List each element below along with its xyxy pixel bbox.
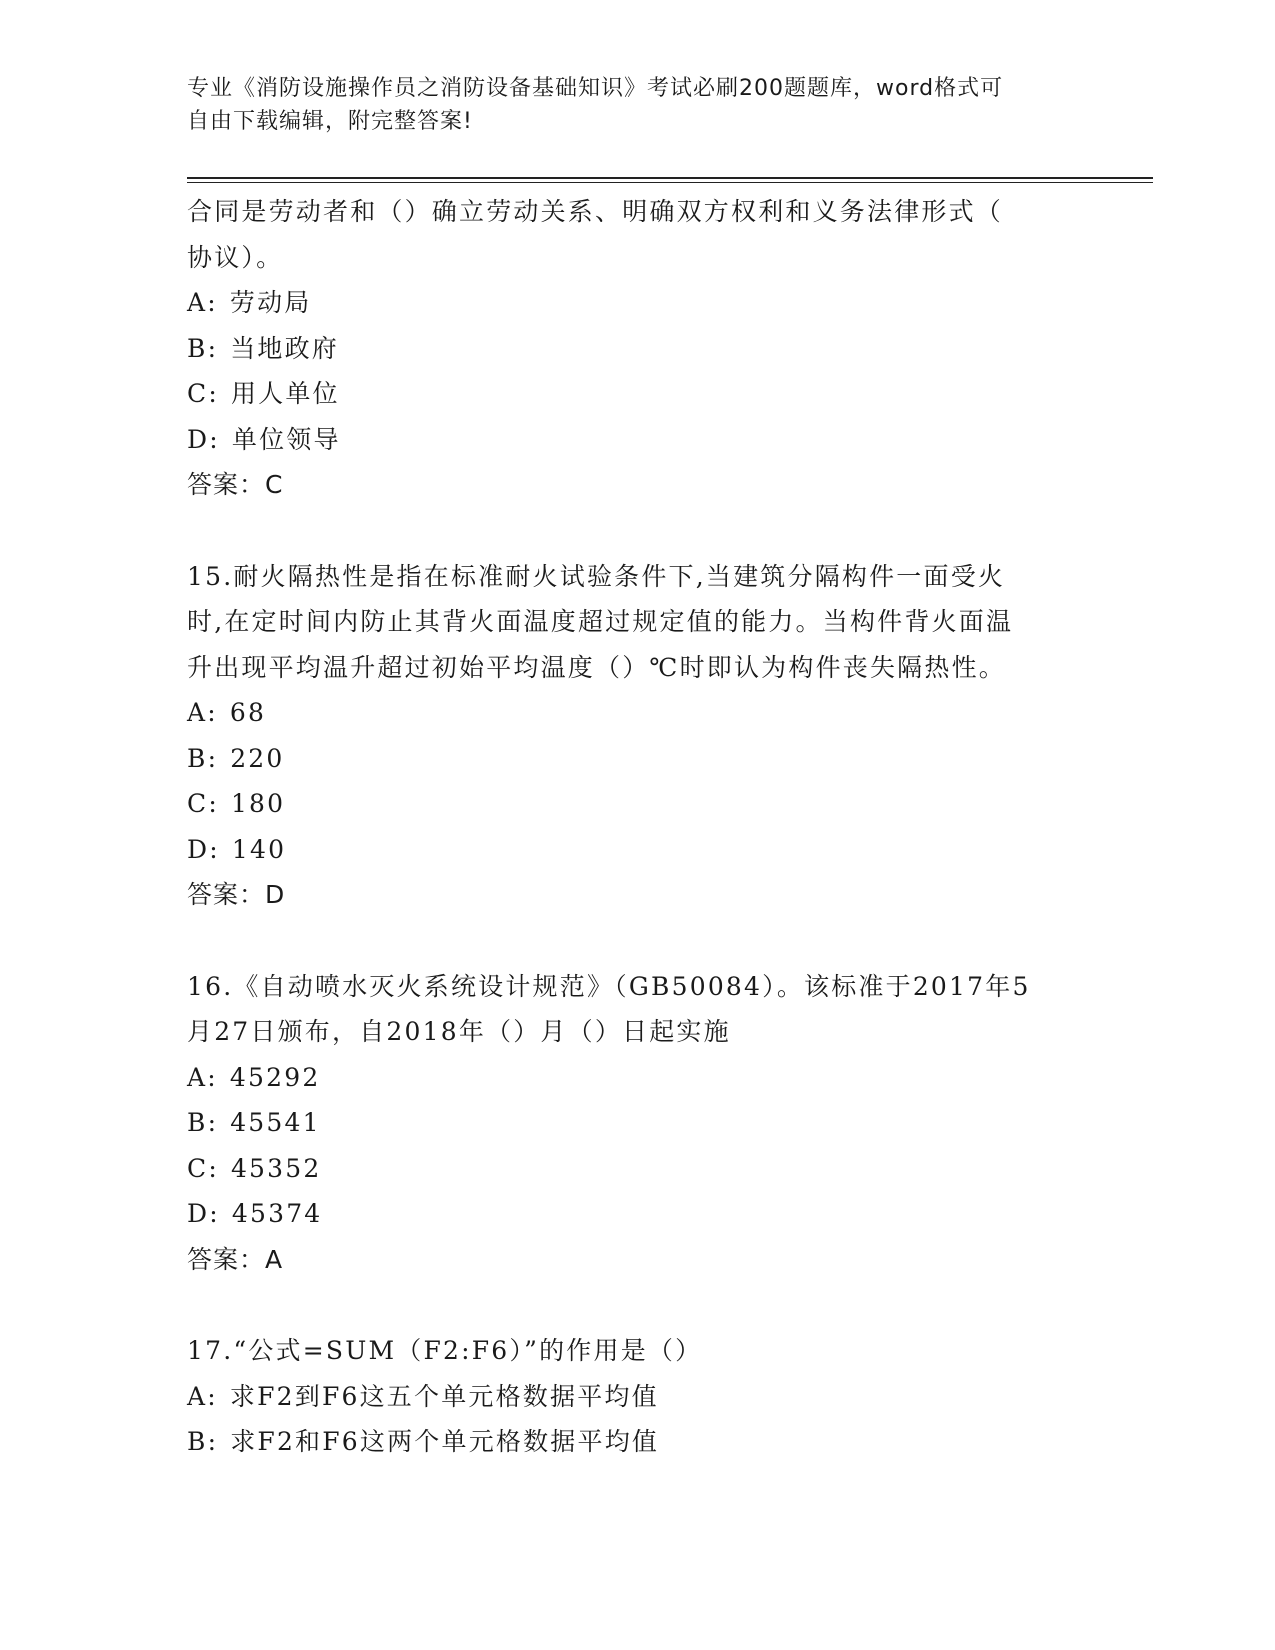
answer-line: 答案：D (187, 880, 286, 909)
option-b (187, 1100, 1087, 1146)
option-text: 45352 (230, 1153, 322, 1183)
option-letter: B: (187, 333, 219, 363)
option-b (187, 1419, 1087, 1465)
option-letter: A: (187, 698, 218, 727)
stem-line: 月27日颁布，自2018年（）月（）日起实施 (187, 1017, 731, 1046)
option-text: 单位领导 (231, 424, 341, 454)
option-text: 当地政府 (230, 333, 340, 363)
option-a (187, 1374, 1087, 1420)
answer-line: 答案：C (187, 470, 284, 499)
header-divider-thick (187, 177, 1153, 179)
stem-line: 15.耐火隔热性是指在标准耐火试验条件下,当建筑分隔构件一面受火 (187, 561, 1006, 591)
question-stem (187, 554, 1087, 691)
header-line-1: 专业《消防设施操作员之消防设备基础知识》考试必刷200题题库，word格式可 (187, 76, 1004, 101)
option-a (187, 690, 1087, 736)
option-letter: A: (187, 1062, 218, 1092)
option-text: 180 (230, 789, 286, 818)
option-d (187, 1191, 1087, 1237)
option-text: 求F2到F6这五个单元格数据平均值 (229, 1381, 659, 1411)
document-header (187, 72, 1067, 138)
option-text: 68 (229, 698, 267, 727)
option-letter: B: (187, 743, 219, 773)
question-block (187, 189, 1087, 508)
stem-line: 协议）。 (187, 242, 284, 272)
option-text: 45374 (231, 1199, 323, 1228)
option-letter: C: (187, 1153, 219, 1183)
option-a (187, 280, 1087, 326)
option-text: 用人单位 (230, 379, 340, 408)
option-letter: A: (187, 1381, 218, 1411)
option-letter: B: (187, 1427, 219, 1456)
option-letter: D: (187, 1199, 220, 1228)
option-text: 45541 (230, 1108, 321, 1137)
option-text: 220 (230, 743, 285, 773)
question-block (187, 554, 1087, 918)
option-letter: D: (187, 834, 220, 864)
option-letter: B: (187, 1108, 219, 1137)
stem-line: 合同是劳动者和（）确立劳动关系、明确双方权利和义务法律形式（ (187, 197, 1004, 226)
header-line-2: 自由下载编辑，附完整答案! (187, 109, 473, 134)
option-b (187, 736, 1087, 782)
stem-line: 时,在定时间内防止其背火面温度超过规定值的能力。当构件背火面温 (187, 607, 1014, 636)
option-letter: C: (187, 379, 219, 408)
question-stem (187, 964, 1087, 1055)
option-b (187, 326, 1087, 372)
option-text: 140 (231, 834, 287, 864)
option-letter: C: (187, 789, 219, 818)
stem-line: 升出现平均温升超过初始平均温度（）℃时即认为构件丧失隔热性。 (187, 652, 1006, 682)
option-text: 求F2和F6这两个单元格数据平均值 (230, 1427, 660, 1456)
option-a (187, 1055, 1087, 1101)
option-c (187, 781, 1087, 827)
option-d (187, 827, 1087, 873)
question-stem (187, 189, 1087, 280)
stem-line: 17.“公式=SUM（F2:F6）”的作用是（） (187, 1336, 703, 1365)
stem-line: 16.《自动喷水灭火系统设计规范》（GB50084）。该标准于2017年5 (187, 971, 1031, 1001)
option-text: 劳动局 (229, 288, 312, 317)
option-d (187, 417, 1087, 463)
option-letter: D: (187, 424, 220, 454)
question-block (187, 964, 1087, 1283)
question-list (187, 189, 1087, 1465)
answer-line: 答案：A (187, 1244, 284, 1274)
option-c (187, 1146, 1087, 1192)
question-stem (187, 1328, 1087, 1374)
option-text: 45292 (229, 1062, 321, 1092)
question-block (187, 1328, 1087, 1465)
option-letter: A: (187, 288, 218, 317)
option-c (187, 371, 1087, 417)
header-divider-thin (187, 182, 1153, 183)
